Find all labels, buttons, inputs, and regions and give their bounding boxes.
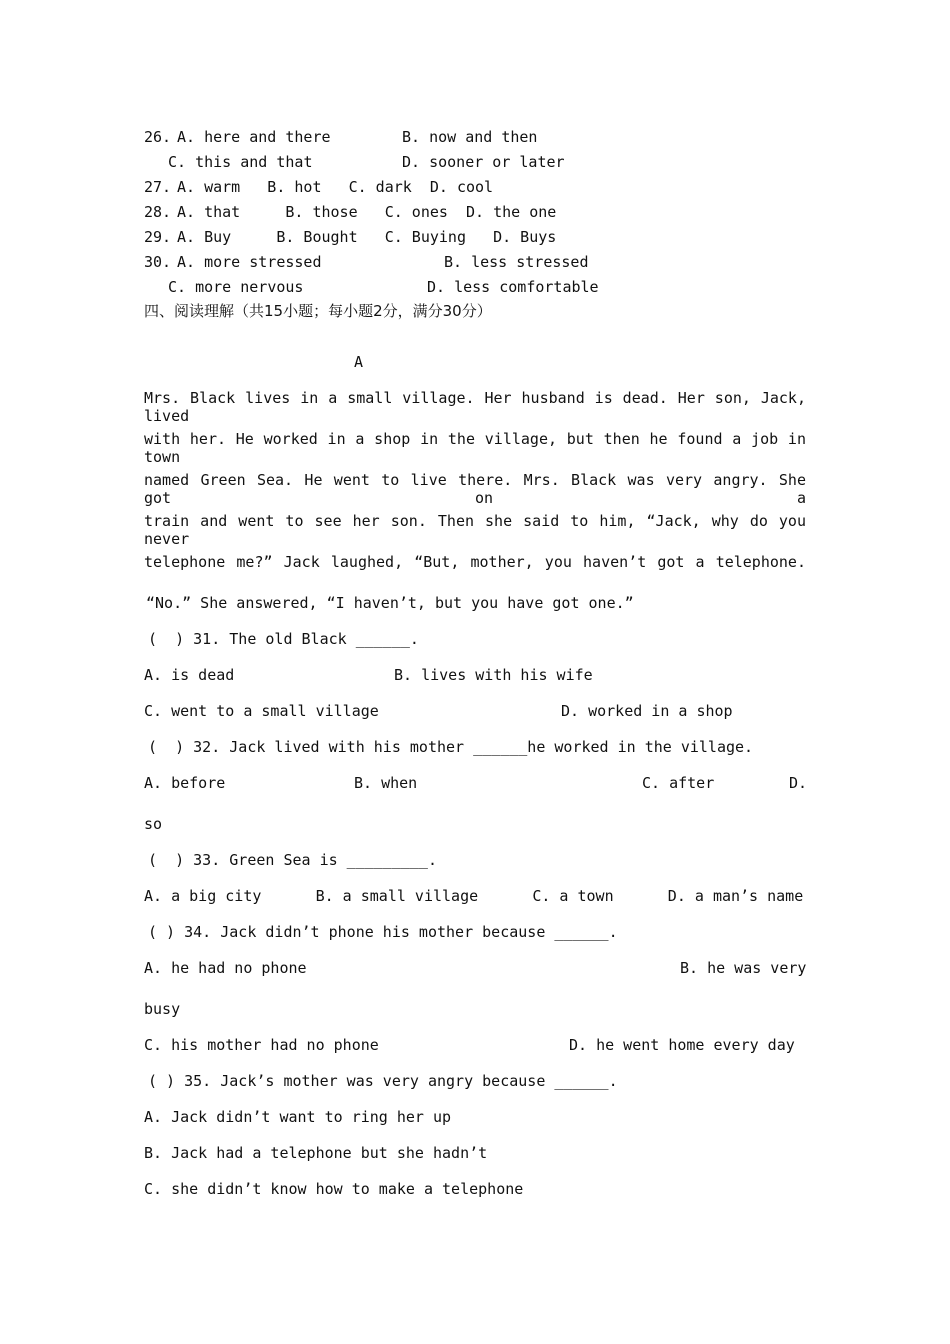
q30-option-d: D. less comfortable (427, 278, 599, 296)
q32-option-b: B. when (354, 774, 418, 792)
q32-option-a: A. before (144, 774, 226, 792)
q31-option-b: B. lives with his wife (394, 666, 593, 684)
q35-stem: ( ) 35. Jack’s mother was very angry because ______. (148, 1072, 618, 1090)
q32-option-d-text: so (144, 815, 163, 833)
q34-option-b: B. he was very (680, 959, 807, 977)
q31-stem: ( ) 31. The old Black ______. (148, 630, 419, 648)
q30-number: 30. (144, 253, 172, 271)
q30-option-b: B. less stressed (444, 253, 589, 271)
q34-option-d: D. he went home every day (569, 1036, 795, 1054)
passage-line: “No.” She answered, “I haven’t, but you have got one.” (146, 594, 634, 612)
q28-options: A. that B. those C. ones D. the one (177, 203, 557, 221)
passage-label: A (354, 353, 364, 371)
q35-option-b: B. Jack had a telephone but she hadn’t (144, 1144, 488, 1162)
q30-option-a: A. more stressed (177, 253, 322, 271)
q26-option-d: D. sooner or later (402, 153, 565, 171)
q33-stem: ( ) 33. Green Sea is _________. (148, 851, 437, 869)
section-heading: 四、阅读理解（共15小题；每小题2分，满分30分） (144, 302, 492, 320)
q31-option-c: C. went to a small village (144, 702, 379, 720)
q27-number: 27. (144, 178, 172, 196)
q26-number: 26. (144, 128, 172, 146)
q34-option-c: C. his mother had no phone (144, 1036, 379, 1054)
passage-line: Mrs. Black lives in a small village. Her husband is dead. Her son, Jack, lived (144, 389, 806, 425)
q35-option-a: A. Jack didn’t want to ring her up (144, 1108, 452, 1126)
q34-option-b-text: busy (144, 1000, 181, 1018)
q27-options: A. warm B. hot C. dark D. cool (177, 178, 494, 196)
passage-line: named Green Sea. He went to live there. Mrs. Black was very angry. She got on a (144, 471, 806, 507)
q28-number: 28. (144, 203, 172, 221)
q32-option-d: D. (789, 774, 808, 792)
passage-line: with her. He worked in a shop in the village, but then he found a job in town (144, 430, 806, 466)
q29-number: 29. (144, 228, 172, 246)
q34-option-a: A. he had no phone (144, 959, 307, 977)
q26-option-b: B. now and then (402, 128, 538, 146)
q30-option-c: C. more nervous (168, 278, 304, 296)
q31-option-a: A. is dead (144, 666, 235, 684)
q32-stem: ( ) 32. Jack lived with his mother ______he worked in the village. (148, 738, 754, 756)
q26-option-c: C. this and that (168, 153, 313, 171)
passage-line: telephone me?” Jack laughed, “But, mother, you haven’t got a telephone. (144, 553, 806, 571)
q32-option-c: C. after (642, 774, 715, 792)
q26-option-a: A. here and there (177, 128, 331, 146)
q29-options: A. Buy B. Bought C. Buying D. Buys (177, 228, 557, 246)
q35-option-c: C. she didn’t know how to make a telephone (144, 1180, 524, 1198)
passage-line: train and went to see her son. Then she said to him, “Jack, why do you never (144, 512, 806, 548)
q34-stem: ( ) 34. Jack didn’t phone his mother because ______. (148, 923, 618, 941)
q31-option-d: D. worked in a shop (561, 702, 733, 720)
q33-options: A. a big city B. a small village C. a town D. a man’s name (144, 887, 804, 905)
